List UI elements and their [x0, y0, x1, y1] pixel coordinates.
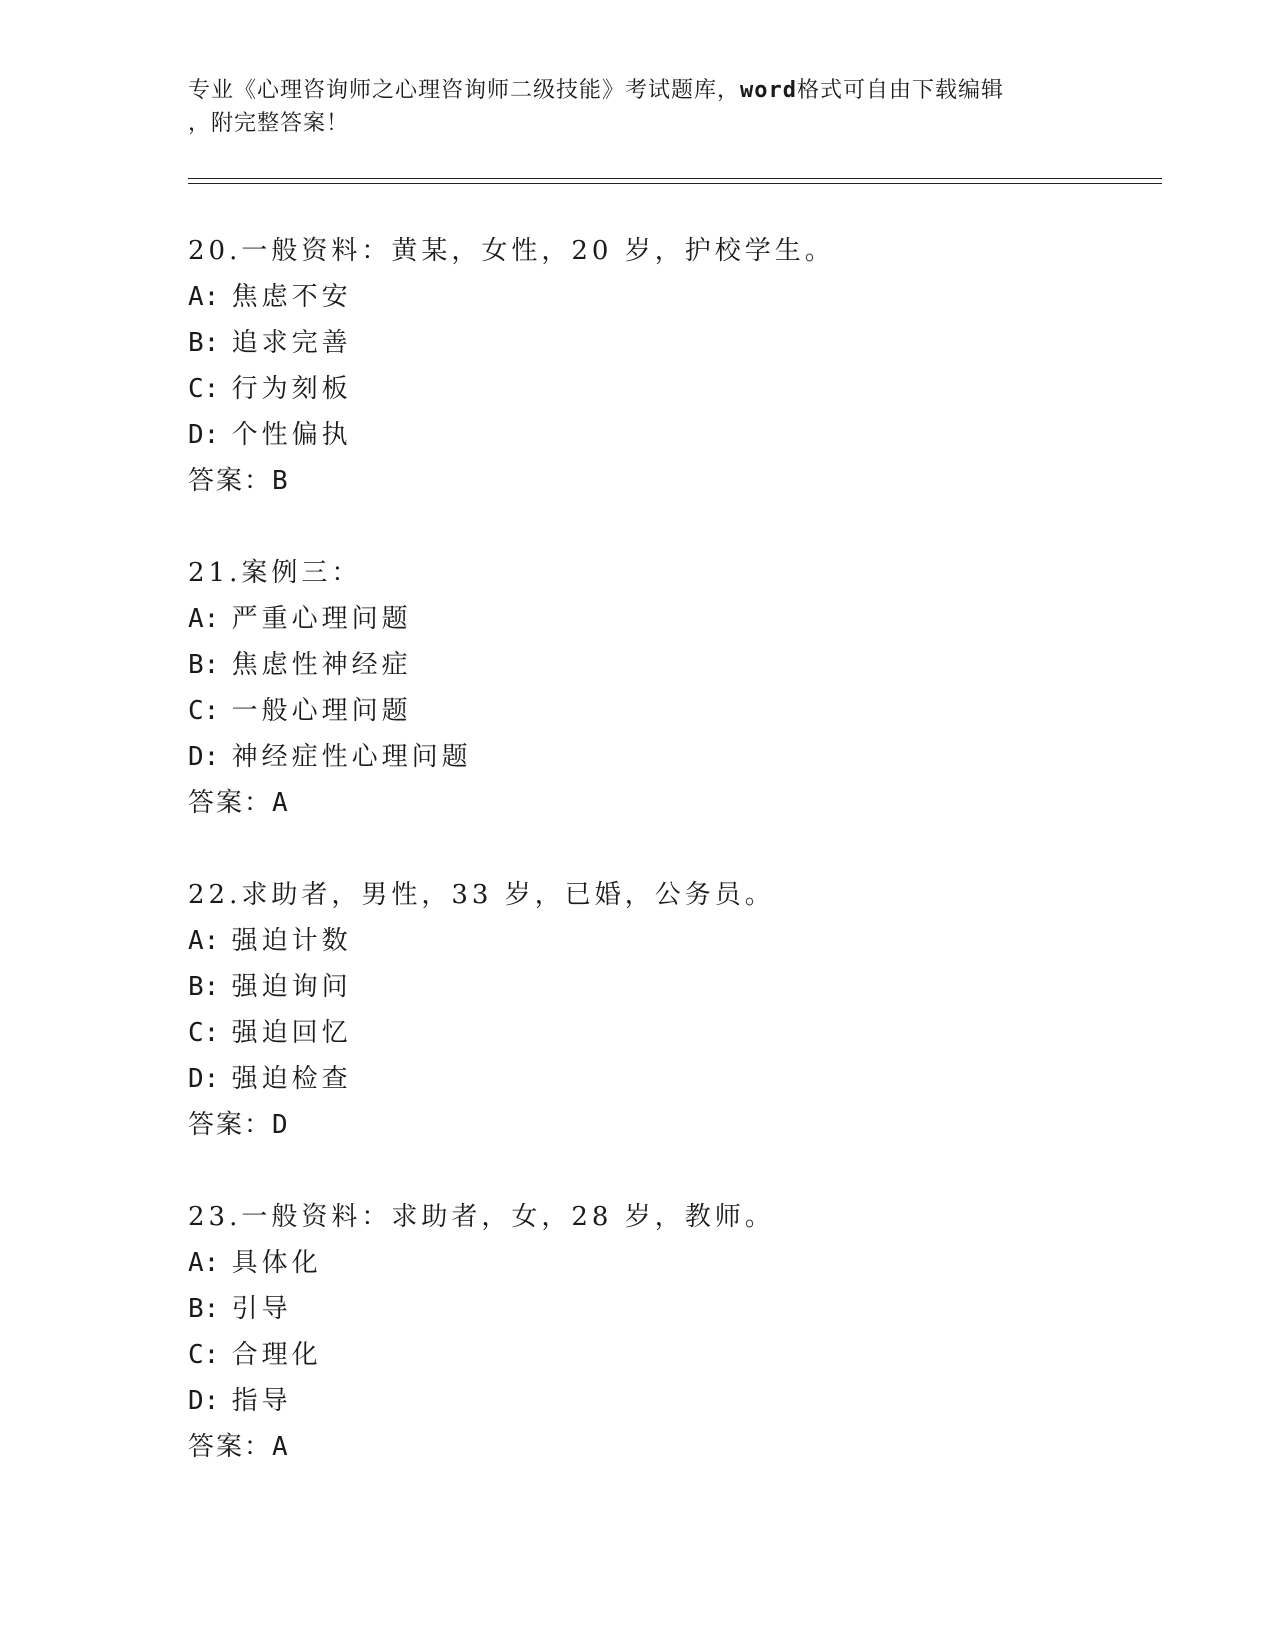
option-text: 严重心理问题 [231, 604, 412, 634]
question-22 [188, 872, 1162, 1148]
question-21 [188, 550, 1162, 826]
option-text: 合理化 [231, 1340, 322, 1370]
option-key: B: [188, 650, 220, 680]
option-text: 强迫询问 [231, 972, 352, 1002]
answer-label: 答案： [188, 788, 273, 818]
answer-label: 答案： [188, 1432, 273, 1462]
option-key: A: [188, 282, 220, 312]
header-title-part2: 格式可自由下载编辑 [797, 78, 1005, 103]
option-text: 强迫计数 [231, 926, 352, 956]
answer-label: 答案： [188, 1110, 273, 1140]
option-c [188, 1332, 1162, 1378]
answer-line [188, 1102, 1162, 1148]
option-text: 追求完善 [231, 328, 352, 358]
option-b [188, 642, 1162, 688]
answer-value: D [272, 1110, 288, 1140]
header-title-part1: 专业《心理咨询师之心理咨询师二级技能》考试题库， [188, 78, 741, 103]
answer-line [188, 458, 1162, 504]
header-divider-top [188, 178, 1162, 179]
option-key: C: [188, 1340, 220, 1370]
header-line-2: ，附完整答案！ [188, 111, 350, 136]
option-key: D: [188, 1064, 220, 1094]
option-key: C: [188, 696, 220, 726]
option-key: D: [188, 1386, 220, 1416]
option-b [188, 320, 1162, 366]
option-text: 强迫检查 [231, 1064, 352, 1094]
option-key: D: [188, 420, 220, 450]
option-d [188, 1378, 1162, 1424]
answer-label: 答案： [188, 466, 273, 496]
option-key: D: [188, 742, 220, 772]
option-key: C: [188, 374, 220, 404]
option-text: 焦虑不安 [231, 282, 352, 312]
option-text: 焦虑性神经症 [231, 650, 412, 680]
option-c [188, 688, 1162, 734]
header-title-word: word [740, 78, 797, 103]
answer-value: A [272, 1432, 288, 1462]
question-stem: 21.案例三： [188, 558, 362, 588]
option-d [188, 412, 1162, 458]
option-key: A: [188, 1248, 220, 1278]
option-a [188, 596, 1162, 642]
header-divider-bottom [188, 183, 1162, 184]
option-a [188, 918, 1162, 964]
option-key: A: [188, 926, 220, 956]
answer-value: A [272, 788, 288, 818]
option-a [188, 1240, 1162, 1286]
option-d [188, 1056, 1162, 1102]
option-c [188, 1010, 1162, 1056]
option-text: 行为刻板 [231, 374, 352, 404]
option-key: C: [188, 1018, 220, 1048]
option-b [188, 1286, 1162, 1332]
option-key: B: [188, 328, 220, 358]
option-key: B: [188, 1294, 220, 1324]
option-key: A: [188, 604, 220, 634]
question-stem: 20.一般资料：黄某，女性，20 岁，护校学生。 [188, 236, 835, 266]
option-text: 强迫回忆 [231, 1018, 352, 1048]
option-b [188, 964, 1162, 1010]
option-key: B: [188, 972, 220, 1002]
option-text: 指导 [231, 1386, 292, 1416]
header-line-1 [188, 74, 1088, 107]
option-a [188, 274, 1162, 320]
question-stem: 22.求助者，男性，33 岁，已婚，公务员。 [188, 880, 775, 910]
answer-line [188, 1424, 1162, 1470]
answer-value: B [272, 466, 288, 496]
option-text: 神经症性心理问题 [231, 742, 472, 772]
option-c [188, 366, 1162, 412]
option-text: 具体化 [231, 1248, 322, 1278]
question-stem: 23.一般资料：求助者，女，28 岁，教师。 [188, 1202, 775, 1232]
option-text: 一般心理问题 [231, 696, 412, 726]
document-header [188, 74, 1088, 140]
option-text: 引导 [231, 1294, 292, 1324]
option-d [188, 734, 1162, 780]
answer-line [188, 780, 1162, 826]
option-text: 个性偏执 [231, 420, 352, 450]
question-20 [188, 228, 1162, 504]
question-23 [188, 1194, 1162, 1470]
